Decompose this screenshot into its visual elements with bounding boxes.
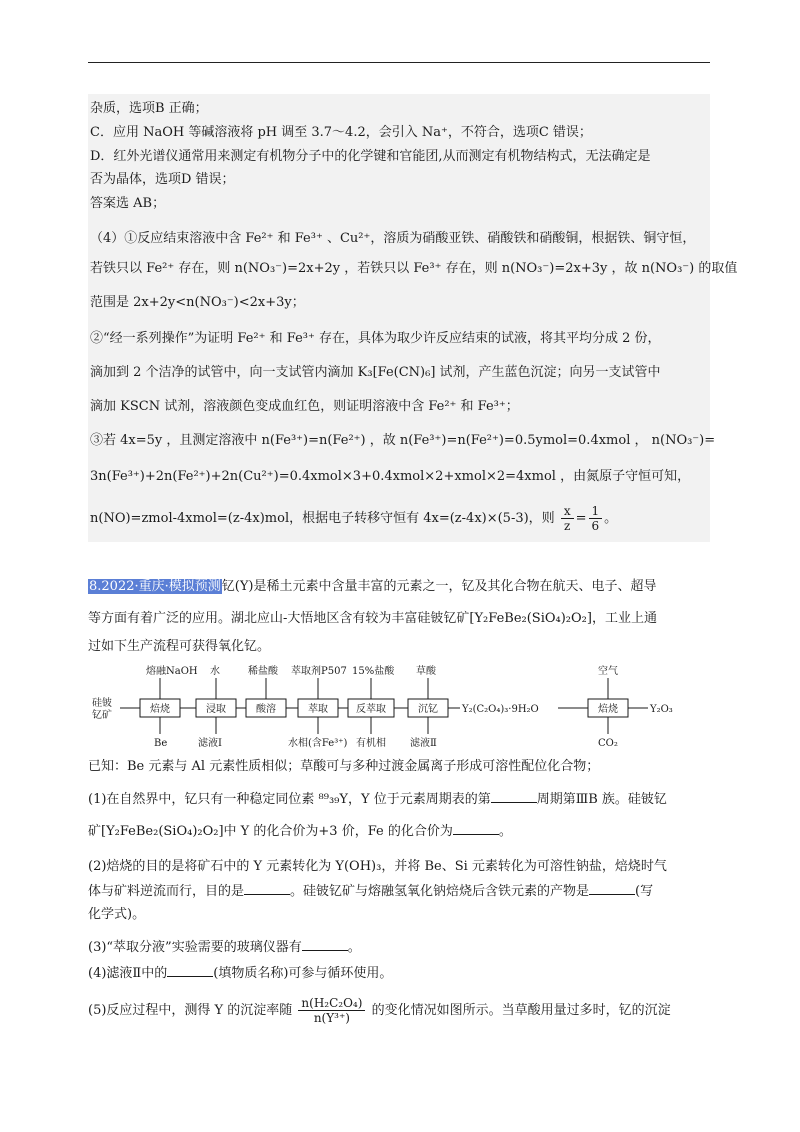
known-line: 已知：Be 元素与 Al 元素性质相似；草酸可与多种过渡金属离子形成可溶性配位化合物； [88, 759, 600, 774]
output-stream: 水相(含Fe³⁺) [288, 738, 348, 749]
answer-blank[interactable] [589, 882, 635, 895]
answer-line: 滴加 KSCN 试剂，溶液颜色变成血红色，则证明溶液中含 Fe²⁺ 和 Fe³⁺； [90, 399, 519, 414]
step-label: 反萃取 [356, 704, 386, 715]
input-reagent: 稀盐酸 [248, 666, 278, 677]
output-stream: CO₂ [598, 738, 618, 749]
answer-line: 3n(Fe³⁺)+2n(Fe²⁺)+2n(Cu²⁺)=0.4xmol×3+0.4xmol×2+xmol×2=4xmol ，由氮原子守恒可知， [90, 469, 691, 484]
fraction-numerator: x [561, 504, 574, 519]
question-intro-line [88, 578, 657, 596]
feed-label: 硅铍 [92, 698, 112, 709]
final-product: Y₂O₃ [650, 704, 673, 715]
question-text: (填物质名称)可参与循环使用。 [213, 966, 393, 981]
process-step-acid-dissolve [246, 699, 286, 717]
question-text: 。硅铍钇矿与熔融氢氧化钠焙烧后含铁元素的产物是 [290, 884, 590, 899]
answer-line: ②“经一系列操作”为证明 Fe²⁺ 和 Fe³⁺ 存在，具体为取少许反应结束的试液，将其平均分成 2 份， [90, 331, 661, 346]
fraction-one-sixth [589, 504, 603, 533]
subquestion-2-cont [88, 882, 653, 901]
input-reagent: 熔融NaOH [146, 666, 198, 677]
fraction-denominator: n(Y³⁺) [313, 1011, 350, 1025]
answer-blank[interactable] [453, 822, 499, 835]
input-reagent: 空气 [598, 666, 618, 677]
question-text: 的变化情况如图所示。当草酸用量过多时，钇的沉淀 [371, 1003, 671, 1018]
answer-blank[interactable] [167, 964, 213, 977]
process-step-extract [298, 699, 338, 717]
answer-line: C．应用 NaOH 等碱溶液将 pH 调至 3.7～4.2，会引入 Na⁺，不符合，选项C 错误； [90, 125, 592, 140]
question-text: (1)在自然界中，钇只有一种稳定同位素 ⁸⁹₃₉Y，Y 位于元素周期表的第 [88, 792, 491, 807]
fraction-denominator: 6 [591, 519, 600, 533]
output-stream: 滤液Ⅱ [410, 738, 437, 749]
fraction-x-over-z [561, 504, 574, 533]
process-step-back-extract [348, 699, 394, 717]
question-line: 过如下生产流程可获得氧化钇。 [88, 639, 271, 654]
subquestion-2-end: 化学式)。 [88, 907, 146, 922]
header-rule [88, 62, 710, 63]
subquestion-1 [88, 790, 667, 809]
intermediate-product: Y₂(C₂O₄)₃·9H₂O [462, 704, 539, 715]
answer-blank[interactable] [302, 938, 348, 951]
answer-text: n(NO)=zmol-4xmol=(z-4x)mol，根据电子转移守恒有 4x=(z-4x)×(5-3)，则 [90, 511, 555, 526]
input-reagent: 草酸 [416, 666, 436, 677]
question-text: (5)反应过程中，测得 Y 的沉淀率随 [88, 1003, 293, 1018]
fraction-numerator: n(H₂C₂O₄) [298, 996, 365, 1011]
output-stream: 滤液Ⅰ [198, 738, 222, 749]
step-label: 萃取 [308, 704, 328, 715]
input-reagent: 15%盐酸 [352, 666, 395, 677]
question-text: 周期第ⅢB 族。硅铍钇 [536, 792, 667, 807]
input-reagent: 水 [210, 666, 220, 677]
step-label: 酸溶 [256, 704, 276, 715]
subquestion-4 [88, 964, 392, 983]
feed-label: 钇矿 [92, 710, 112, 721]
subquestion-5 [88, 996, 671, 1025]
step-label: 浸取 [206, 704, 226, 715]
process-step-calcine [588, 699, 628, 717]
question-text: (写 [635, 884, 654, 899]
fraction-denominator: z [564, 519, 571, 533]
step-label: 焙烧 [150, 704, 170, 715]
answer-line: 若铁只以 Fe²⁺ 存在，则 n(NO₃⁻)=2x+2y ，若铁只以 Fe³⁺ 存在，则 n(NO₃⁻)=2x+3y ，故 n(NO₃⁻) 的取值 [90, 261, 738, 276]
answer-line: D．红外光谱仪通常用来测定有机物分子中的化学键和官能团,从而测定有机物结构式，无法确定是 [90, 149, 651, 164]
question-text: 。 [347, 940, 361, 955]
answer-line-final [90, 504, 617, 533]
input-reagent: 萃取剂P507 [291, 666, 347, 677]
step-label: 焙烧 [598, 704, 618, 715]
period: 。 [604, 511, 618, 526]
answer-line: 答案选 AB； [90, 196, 166, 211]
question-text: 体与矿料逆流而行，目的是 [88, 884, 245, 899]
output-stream: Be [154, 738, 168, 749]
answer-line: （4）①反应结束溶液中含 Fe²⁺ 和 Fe³⁺ 、Cu²⁺，溶质为硝酸亚铁、硝酸铁和硝酸铜，根据铁、铜守恒， [90, 231, 696, 246]
question-text: 。 [498, 824, 512, 839]
answer-line: 范围是 2x+2y<n(NO₃⁻)<2x+3y； [90, 295, 305, 310]
question-text: (3)“萃取分液”实验需要的玻璃仪器有 [88, 940, 302, 955]
question-text: 矿[Y₂FeBe₂(SiO₄)₂O₂]中 Y 的化合价为+3 价，Fe 的化合价为 [88, 824, 453, 839]
subquestion-1-cont [88, 822, 512, 841]
process-step-roast [140, 699, 180, 717]
answer-block [88, 94, 738, 542]
question-line: 等方面有着广泛的应用。湖北应山-大悟地区含有较为丰富硅铍钇矿[Y₂FeBe₂(SiO₄)₂O₂]，工业上通 [88, 611, 657, 626]
process-step-precipitate [408, 699, 448, 717]
output-stream: 有机相 [356, 738, 386, 749]
subquestion-3 [88, 938, 361, 957]
question-source-tag[interactable]: 8.2022·重庆·模拟预测 [89, 579, 221, 594]
process-step-leach [196, 699, 236, 717]
answer-line: 否为晶体，选项D 错误； [90, 172, 235, 187]
answer-blank[interactable] [491, 790, 537, 803]
ratio-fraction [298, 996, 365, 1025]
answer-blank[interactable] [244, 882, 290, 895]
process-flowchart [88, 662, 710, 758]
answer-line: 杂质，选项B 正确； [90, 101, 208, 116]
question-text: (4)滤液Ⅱ中的 [88, 966, 168, 981]
subquestion-2: (2)焙烧的目的是将矿石中的 Y 元素转化为 Y(OH)₃，并将 Be、Si 元素转化为可溶性钠盐，焙烧时气 [88, 859, 667, 874]
fraction-numerator: 1 [589, 504, 603, 519]
answer-line: 滴加到 2 个洁净的试管中，向一支试管内滴加 K₃[Fe(CN)₆] 试剂，产生蓝色沉淀；向另一支试管中 [90, 365, 661, 380]
answer-line: ③若 4x=5y ，且测定溶液中 n(Fe³⁺)=n(Fe²⁺) ，故 n(Fe³⁺)=n(Fe²⁺)=0.5ymol=0.4xmol ， n(NO₃⁻)= [90, 433, 716, 448]
question-text: 钇(Y)是稀土元素中含量丰富的元素之一，钇及其化合物在航天、电子、超导 [221, 579, 657, 594]
equals-sign: = [575, 511, 587, 526]
step-label: 沉钇 [418, 704, 438, 715]
